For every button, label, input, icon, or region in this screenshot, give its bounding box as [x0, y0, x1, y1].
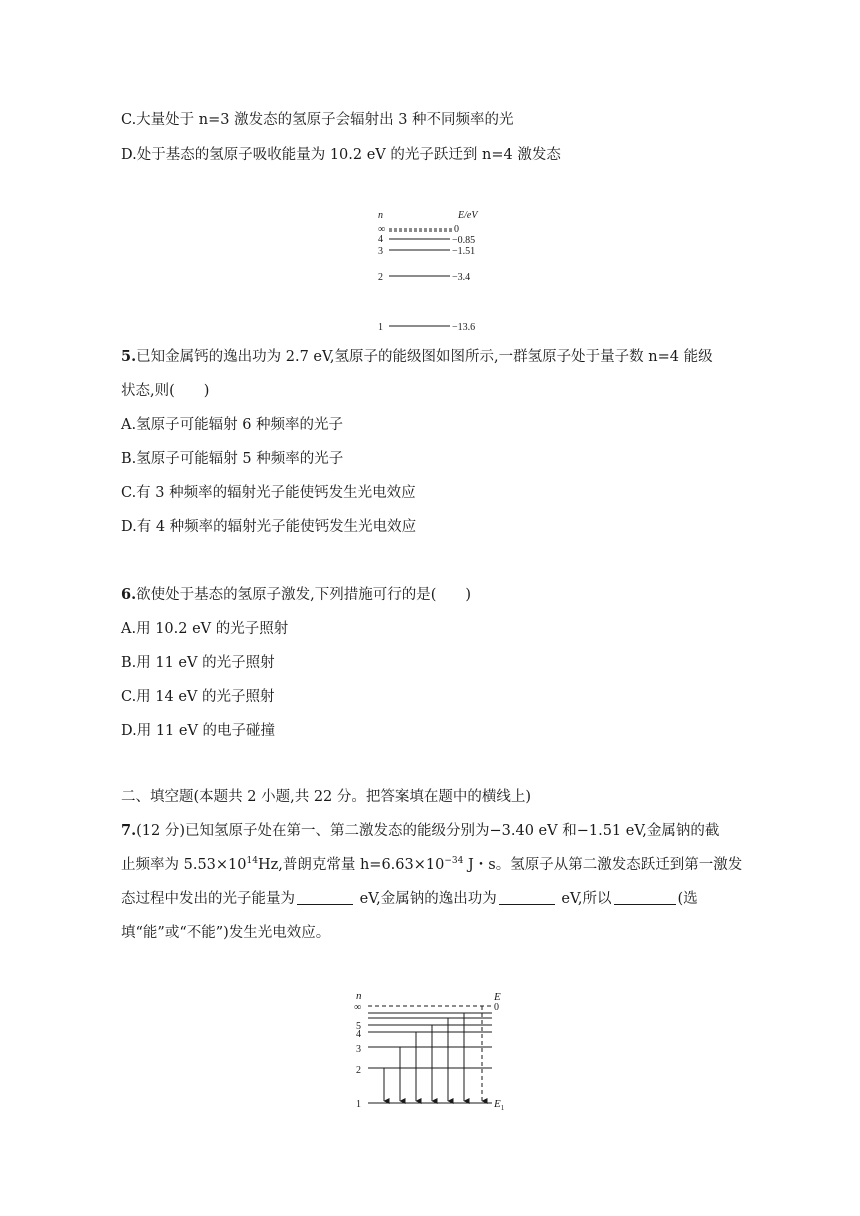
fig2-level-4-n: 4	[356, 1029, 361, 1040]
q7-line4: 填“能”或“不能”)发生光电效应。	[121, 925, 331, 941]
fig1-level-2-n: 2	[378, 272, 383, 283]
q6-option-a: A.用 10.2 eV 的光子照射	[121, 621, 289, 637]
q7-text2a: 止频率为 5.53×10	[121, 857, 247, 873]
q6-option-d: D.用 11 eV 的电子碰撞	[121, 723, 276, 739]
q6-number: 6.	[121, 586, 137, 603]
fig1-level-2-e: −3.4	[452, 272, 471, 283]
fig2-level-2-n: 2	[356, 1065, 361, 1076]
fig1-level-3-e: −1.51	[452, 246, 476, 257]
answer-blank-2[interactable]	[499, 890, 555, 905]
answer-blank-1[interactable]	[297, 890, 353, 905]
q5-option-d: D.有 4 种频率的辐射光子能使钙发生光电效应	[121, 519, 417, 535]
q5-option-a: A.氢原子可能辐射 6 种频率的光子	[121, 417, 344, 433]
q7-exp2: −34	[444, 856, 464, 866]
q4-option-d: D.处于基态的氢原子吸收能量为 10.2 eV 的光子跃迁到 n=4 激发态	[121, 147, 561, 163]
q7-line3	[121, 889, 698, 909]
fig1-level-inf-n: ∞	[378, 224, 386, 235]
fig1-level-inf-e: 0	[454, 224, 459, 235]
q5-number: 5.	[121, 348, 137, 365]
fig2-n-label: n	[356, 990, 362, 1002]
q5-stem-line1	[121, 347, 713, 367]
q5-option-c: C.有 3 种频率的辐射光子能使钙发生光电效应	[121, 485, 416, 501]
fig1-n-label: n	[378, 210, 383, 221]
q5-stem-text1: 已知金属钙的逸出功为 2.7 eV,氢原子的能级图如图所示,一群氢原子处于量子数 n=4 能级	[136, 349, 713, 365]
fig1-level-3-n: 3	[378, 246, 383, 257]
fig1-level-4-n: 4	[378, 234, 383, 245]
q5-stem-line2: 状态,则( )	[121, 383, 210, 399]
q4-option-c: C.大量处于 n=3 激发态的氢原子会辐射出 3 种不同频率的光	[121, 112, 514, 128]
q6-stem	[121, 585, 471, 605]
fig2-level-1-n: 1	[356, 1099, 361, 1110]
q7-number: 7.	[121, 822, 137, 839]
q7-exp1: 14	[246, 856, 258, 866]
q7-text2c: J・s。氢原子从第二激发态跃迁到第一激发	[463, 857, 743, 873]
energy-level-diagram-1	[370, 205, 510, 335]
fig1-level-1-e: −13.6	[452, 322, 476, 333]
q7-text3d: (选	[677, 891, 698, 907]
q7-text3b: eV,金属钠的逸出功为	[355, 891, 497, 907]
q7-line2	[121, 855, 742, 875]
q6-option-c: C.用 14 eV 的光子照射	[121, 689, 275, 705]
q6-option-b: B.用 11 eV 的光子照射	[121, 655, 275, 671]
q7-text2b: Hz,普朗克常量 h=6.63×10	[257, 857, 445, 873]
q7-text1: (12 分)已知氢原子处在第一、第二激发态的能级分别为−3.40 eV 和−1.51 eV,金属钠的截	[136, 823, 720, 839]
fig1-e-label: E/eV	[458, 210, 478, 221]
fig2-level-inf-n: ∞	[354, 1002, 362, 1013]
fig2-level-3-n: 3	[356, 1044, 361, 1055]
fig1-level-1-n: 1	[378, 322, 383, 333]
fig2-e-label: E	[494, 991, 501, 1003]
answer-blank-3[interactable]	[614, 890, 676, 905]
fig2-zero-label: 0	[494, 1002, 499, 1013]
fig2-e1-label: $E_1$	[494, 1098, 505, 1112]
fig2-level-5-n: 5	[356, 1021, 361, 1032]
q7-text3c: eV,所以	[556, 891, 612, 907]
section-2-heading: 二、填空题(本题共 2 小题,共 22 分。把答案填在题中的横线上)	[121, 789, 532, 805]
q6-stem-text: 欲使处于基态的氢原子激发,下列措施可行的是( )	[136, 587, 472, 603]
q5-option-b: B.氢原子可能辐射 5 种频率的光子	[121, 451, 344, 467]
fig1-level-4-e: −0.85	[452, 235, 476, 246]
q7-text3a: 态过程中发出的光子能量为	[121, 891, 295, 907]
energy-level-diagram-2	[350, 988, 520, 1114]
q7-line1	[121, 821, 719, 841]
